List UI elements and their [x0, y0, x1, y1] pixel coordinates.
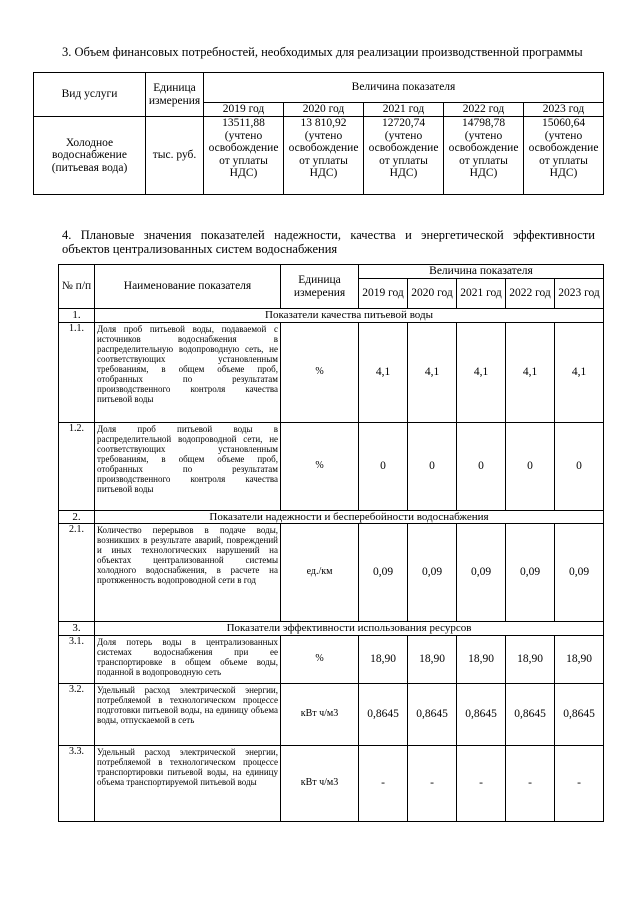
indicator-unit: кВт ч/м3: [281, 683, 359, 745]
value-cell: 14798,78 (учтено освобождение от уплаты НДС): [444, 117, 524, 195]
section4-heading: 4. Плановые значения показателей надежности, качества и энергетической эффективности объектов централизованных систем водоснабжения: [62, 228, 595, 256]
indicator-value: 0,8645: [457, 683, 506, 745]
indicator-name: Количество перерывов в подаче воды, возникших в результате аварий, повреждений и иных технологических нарушений на объектах централизованной системы холодного водоснабжения, в расчете на протяженность водопроводной сети в год: [95, 524, 281, 622]
indicator-value: 18,90: [506, 635, 555, 683]
indicator-value: 0,09: [555, 524, 604, 622]
service-unit: тыс. руб.: [146, 117, 204, 195]
indicator-value: -: [506, 745, 555, 821]
row-num: 3.1.: [59, 635, 95, 683]
indicator-value: 0: [555, 422, 604, 510]
indicator-value: 0: [457, 422, 506, 510]
header-unit: Единица измерения: [146, 73, 204, 117]
indicator-unit: кВт ч/м3: [281, 745, 359, 821]
indicator-value: 0,09: [359, 524, 408, 622]
indicator-name: Доля проб питьевой воды, подаваемой с источников водоснабжения в распределительную водопроводную сеть, не соответствующих установленным требованиям, в общем объеме проб, отобранных по результатам производственного контроля качества питьевой воды: [95, 322, 281, 422]
header-value: Величина показателя: [359, 265, 604, 279]
indicator-value: 0,09: [506, 524, 555, 622]
row-num: 3.2.: [59, 683, 95, 745]
indicator-value: -: [555, 745, 604, 821]
section-title: Показатели надежности и бесперебойности водоснабжения: [95, 510, 604, 524]
section-num: 2.: [59, 510, 95, 524]
indicator-unit: ед./км: [281, 524, 359, 622]
indicator-value: 4,1: [506, 322, 555, 422]
indicator-value: -: [408, 745, 457, 821]
indicator-value: 18,90: [359, 635, 408, 683]
indicator-value: 0: [408, 422, 457, 510]
year-header: 2023 год: [524, 103, 604, 117]
indicator-value: 18,90: [457, 635, 506, 683]
value-cell: 15060,64 (учтено освобождение от уплаты НДС): [524, 117, 604, 195]
header-name: Наименование показателя: [95, 265, 281, 309]
financial-needs-table: [33, 72, 604, 195]
year-header: 2021 год: [457, 279, 506, 309]
indicator-value: 0,09: [457, 524, 506, 622]
indicator-value: 0: [359, 422, 408, 510]
indicator-value: 18,90: [408, 635, 457, 683]
indicator-name: Удельный расход электрической энергии, потребляемой в технологическом процессе транспортировки питьевой воды, на единицу объема транспортируемой питьевой воды: [95, 745, 281, 821]
indicator-value: 0,8645: [408, 683, 457, 745]
indicator-value: -: [457, 745, 506, 821]
indicator-name: Доля потерь воды в централизованных системах водоснабжения при ее транспортировке в общем объеме воды, поданной в водопроводную сеть: [95, 635, 281, 683]
indicator-value: 4,1: [408, 322, 457, 422]
section3-heading: 3. Объем финансовых потребностей, необходимых для реализации производственной программы: [62, 45, 583, 59]
row-num: 1.1.: [59, 322, 95, 422]
year-header: 2019 год: [359, 279, 408, 309]
value-cell: 13 810,92 (учтено освобождение от уплаты НДС): [284, 117, 364, 195]
header-num: № п/п: [59, 265, 95, 309]
section-title: Показатели качества питьевой воды: [95, 309, 604, 323]
section-num: 1.: [59, 309, 95, 323]
header-value: Величина показателя: [204, 73, 604, 103]
value-cell: 13511,88 (учтено освобождение от уплаты НДС): [204, 117, 284, 195]
indicator-value: -: [359, 745, 408, 821]
indicator-name: Доля проб питьевой воды в распределительной водопроводной сети, не соответствующих установленным требованиям, в общем объеме проб, отобранных по результатам производственного контроля качества питьевой воды: [95, 422, 281, 510]
row-num: 3.3.: [59, 745, 95, 821]
indicator-value: 0: [506, 422, 555, 510]
year-header: 2023 год: [555, 279, 604, 309]
row-num: 2.1.: [59, 524, 95, 622]
indicator-value: 0,8645: [506, 683, 555, 745]
header-unit: Единица измерения: [281, 265, 359, 309]
indicator-value: 0,8645: [555, 683, 604, 745]
row-num: 1.2.: [59, 422, 95, 510]
year-header: 2019 год: [204, 103, 284, 117]
year-header: 2020 год: [284, 103, 364, 117]
indicators-table: [58, 264, 604, 822]
indicator-unit: %: [281, 635, 359, 683]
year-header: 2022 год: [506, 279, 555, 309]
indicator-name: Удельный расход электрической энергии, потребляемой в технологическом процессе подготовки питьевой воды, на единицу объема воды, отпускаемой в сеть: [95, 683, 281, 745]
year-header: 2021 год: [364, 103, 444, 117]
indicator-value: 18,90: [555, 635, 604, 683]
section-num: 3.: [59, 622, 95, 636]
indicator-unit: %: [281, 422, 359, 510]
section-title: Показатели эффективности использования ресурсов: [95, 622, 604, 636]
service-name: Холодное водоснабжение (питьевая вода): [34, 117, 146, 195]
header-service: Вид услуги: [34, 73, 146, 117]
year-header: 2020 год: [408, 279, 457, 309]
year-header: 2022 год: [444, 103, 524, 117]
indicator-value: 4,1: [359, 322, 408, 422]
value-cell: 12720,74 (учтено освобождение от уплаты НДС): [364, 117, 444, 195]
indicator-value: 4,1: [457, 322, 506, 422]
indicator-value: 0,09: [408, 524, 457, 622]
indicator-value: 0,8645: [359, 683, 408, 745]
indicator-unit: %: [281, 322, 359, 422]
indicator-value: 4,1: [555, 322, 604, 422]
